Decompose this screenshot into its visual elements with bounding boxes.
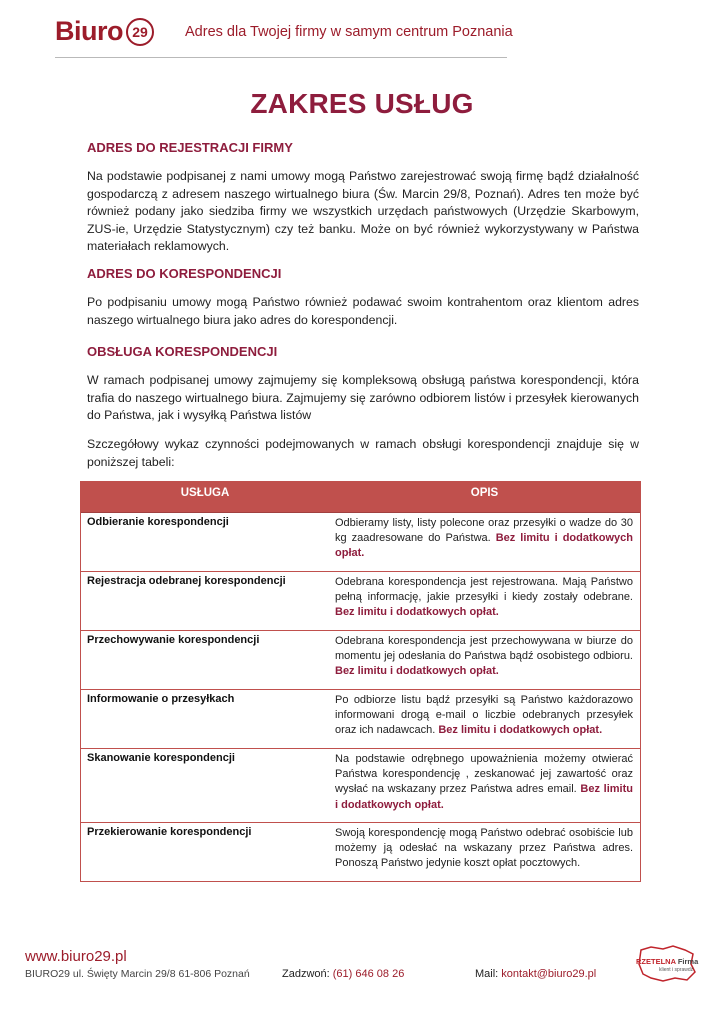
footer-phone: [282, 968, 404, 980]
badge-title: [636, 957, 698, 966]
page-title: ZAKRES USŁUG: [250, 88, 474, 119]
service-name: Rejestracja odebranej korespondencji: [87, 575, 286, 587]
table-header-description: OPIS: [470, 487, 499, 499]
description-text: Po odbiorze listu bądź przesyłki są Państwo każdorazowo informowani drogą e-mail o liczbie odebranych przesyłek oraz ich nadawcach.: [335, 694, 633, 737]
badge-title-red: RZETELNA: [636, 957, 676, 966]
badge-subtitle: klient i sprawdź: [659, 967, 694, 973]
rzetelna-firma-badge[interactable]: [633, 944, 703, 984]
phone-number[interactable]: (61) 646 08 26: [332, 968, 405, 980]
highlight-text: Bez limitu i dodatkowych opłat.: [438, 724, 603, 737]
table-intro-text: Szczegółowy wykaz czynności podejmowanych w ramach obsługi korespondencji znajduje się w poniższej tabeli:: [87, 437, 639, 469]
table-row: [81, 572, 640, 631]
service-name: Informowanie o przesyłkach: [87, 693, 235, 705]
badge-title-dark: Firma: [677, 957, 699, 966]
table-row: [81, 690, 640, 749]
registration-text: Na podstawie podpisanej z nami umowy mogą Państwo zarejestrować swoją firmę bądź działalność gospodarczą z adresem naszego wirtualnego biura (Św. Marcin 29/8, Poznań). Adres ten może być również podany jako siedziba firmy we wszystkich urzędach państwowych (Urzędzie Skarbowym, ZUS-ie, Urzędzie Statystycznym) czy też banku. Może on być również wykorzystywany w Państwa materiałach reklamowych.: [87, 169, 639, 254]
description-text: Na podstawie odrębnego upoważnienia możemy otwierać Państwa korespondencję , zeskanować jej zawartość oraz wysłać na wskazany przez Państwa adres email.: [335, 753, 633, 796]
logo[interactable]: [55, 16, 154, 47]
tagline: Adres dla Twojej firmy w samym centrum Poznania: [185, 24, 513, 40]
service-description: [329, 513, 640, 571]
footer-mail: [475, 968, 596, 980]
service-name: Skanowanie korespondencji: [87, 752, 235, 764]
footer-website-link[interactable]: www.biuro29.pl: [25, 948, 127, 965]
section-heading-correspondence-service: OBSŁUGA KORESPONDENCJI: [87, 344, 278, 359]
phone-label: Zadzwoń:: [282, 968, 330, 980]
highlight-text: Bez limitu i dodatkowych opłat.: [335, 665, 499, 678]
service-name: Odbieranie korespondencji: [87, 516, 229, 528]
logo-badge: 29: [126, 18, 154, 46]
highlight-text: Bez limitu i dodatkowych opłat.: [335, 783, 633, 811]
table-row: [81, 513, 640, 572]
mail-label: Mail:: [475, 968, 499, 980]
service-description: [329, 690, 640, 748]
service-name: Przekierowanie korespondencji: [87, 826, 252, 838]
table-header: [81, 482, 640, 513]
description-text: Swoją korespondencję mogą Państwo odebrać osobiście lub możemy ją odesłać na wskazany przez Państwa adres. Ponoszą Państwo jedynie koszt opłat pocztowych.: [335, 827, 633, 870]
service-description: [329, 823, 640, 881]
table-row: [81, 823, 640, 881]
service-description: [329, 572, 640, 630]
table-header-service: USŁUGA: [180, 487, 230, 499]
section-heading-correspondence-address: ADRES DO KORESPONDENCJI: [87, 266, 282, 281]
logo-word: Biuro: [55, 16, 123, 46]
mail-address[interactable]: kontakt@biuro29.pl: [501, 968, 597, 980]
correspondence-service-text: W ramach podpisanej umowy zajmujemy się kompleksową obsługą państwa korespondencji, która trafia do naszego wirtualnego biura. Zajmujemy się zarówno odbiorem listów i przesyłek kierowanych do Państwa, jak i wysyłką Państwa listów: [87, 373, 639, 423]
highlight-text: Bez limitu i dodatkowych opłat.: [335, 606, 499, 619]
section-heading-registration: ADRES DO REJESTRACJI FIRMY: [87, 140, 293, 155]
services-table: [80, 481, 641, 882]
table-row: [81, 749, 640, 823]
description-text: Odbieramy listy, listy polecone oraz przesyłki o wadze do 30 kg zaadresowane do Państwa.: [335, 517, 633, 545]
correspondence-address-text: Po podpisaniu umowy mogą Państwo również podawać swoim kontrahentom oraz klientom adres naszego wirtualnego biura jako adres do korespondencji.: [87, 295, 639, 327]
description-text: Odebrana korespondencja jest rejestrowana. Mają Państwo pełną informację, jakie przesyłki i kiedy zostały odebrane.: [335, 576, 633, 604]
service-description: [329, 631, 640, 689]
service-description: [329, 749, 640, 822]
footer-address: BIURO29 ul. Święty Marcin 29/8 61-806 Poznań: [25, 968, 250, 980]
page-header: [55, 14, 513, 58]
service-name: Przechowywanie korespondencji: [87, 634, 260, 646]
table-row: [81, 631, 640, 690]
highlight-text: Bez limitu i dodatkowych opłat.: [335, 532, 633, 560]
description-text: Odebrana korespondencja jest przechowywana w biurze do momentu jej odesłania do Państwa bądź osobistego odbioru.: [335, 635, 633, 663]
